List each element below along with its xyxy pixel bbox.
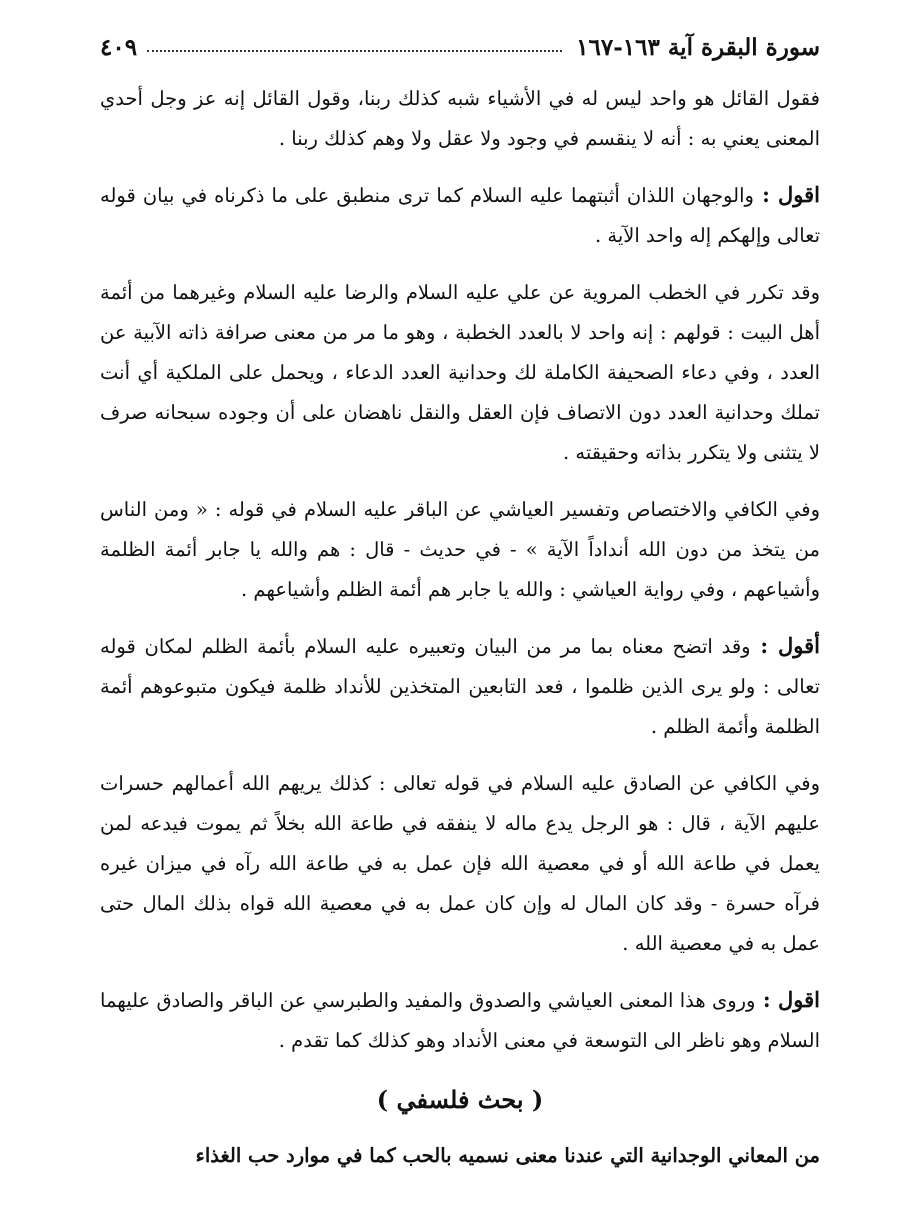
paragraph-lead: اقول : [753, 182, 820, 207]
paragraph-text: وفي الكافي والاختصاص وتفسير العياشي عن الباقر عليه السلام في قوله : « ومن الناس من يتخذ من دون الله أنداداً الآية » - في حديث - قال : هم والله يا جابر أئمة الظلمة وأشياعهم ، وفي رواية العياشي : والله يا جابر هم أئمة الظلم وأشياعهم . [100, 498, 820, 601]
paragraph-lead: أقول : [750, 633, 820, 658]
paragraph-text: والوجهان اللذان أثبتهما عليه السلام كما ترى منطبق على ما ذكرناه في بيان قوله تعالى وإلهكم إله واحد الآية . [100, 184, 820, 247]
paragraph-text: فقول القائل هو واحد ليس له في الأشياء شبه كذلك ربنا، وقول القائل إنه عز وجل أحدي المعنى يعني به : أنه لا ينقسم في وجود ولا عقل ولا وهم كذلك ربنا . [100, 87, 820, 150]
paragraph [100, 175, 820, 256]
paragraph [100, 763, 820, 964]
section-heading: ( بحث فلسفي ) [376, 1085, 544, 1114]
paragraph [100, 78, 820, 159]
closing-line: من المعاني الوجدانية التي عندنا معنى نسميه بالحب كما في موارد حب الغذاء [195, 1144, 820, 1167]
paragraph [100, 626, 820, 747]
dotted-leader [147, 50, 562, 52]
paragraph [100, 980, 820, 1061]
running-header [100, 30, 820, 64]
surah-title: سورة البقرة آية ١٦٣-١٦٧ [576, 33, 820, 61]
paragraph-text: وفي الكافي عن الصادق عليه السلام في قوله تعالى : كذلك يريهم الله أعمالهم حسرات عليهم الآية ، قال : هو الرجل يدع ماله لا ينفقه في طاعة الله بخلاً ثم يموت فيدعه لمن يعمل في طاعة الله أو في معصية الله فإن عمل به في طاعة الله رآه في ميزان غيره فرآه حسرة - وقد كان المال له وإن كان عمل به في معصية الله قواه بذلك المال حتى عمل به في معصية الله . [100, 772, 820, 955]
paragraph-text: وقد تكرر في الخطب المروية عن علي عليه السلام والرضا عليه السلام وغيرهما من أئمة أهل البيت : قولهم : إنه واحد لا بالعدد الخطبة ، وهو ما مر من معنى صرافة ذاته الآبية عن العدد ، وفي دعاء الصحيفة الكاملة لك وحدانية العدد الدعاء ، ويحمل على الملكية أي أنت تملك وحدانية العدد دون الاتصاف فإن العقل والنقل ناهضان على أن وجوده سبحانه صرف لا يتثنى ولا يتكرر بذاته وحقيقته . [100, 281, 820, 464]
paragraph-text: وروى هذا المعنى العياشي والصدوق والمفيد والطبرسي عن الباقر والصادق عليهما السلام وهو ناظر الى التوسعة في معنى الأنداد وهو كذلك كما تقدم . [100, 989, 820, 1052]
book-page [100, 30, 820, 1176]
page-number: ٤٠٩ [100, 33, 138, 61]
paragraph-lead: اقول : [755, 987, 820, 1012]
paragraph [100, 489, 820, 610]
paragraph-text: وقد اتضح معناه بما مر من البيان وتعبيره عليه السلام بأئمة الظلم لمكان قوله تعالى : ولو يرى الذين ظلموا ، فعد التابعين المتخذين للأنداد ظلمة فيكون متبوعوهم أئمة الظلمة وأئمة الظلم . [100, 635, 820, 738]
paragraph [100, 272, 820, 473]
